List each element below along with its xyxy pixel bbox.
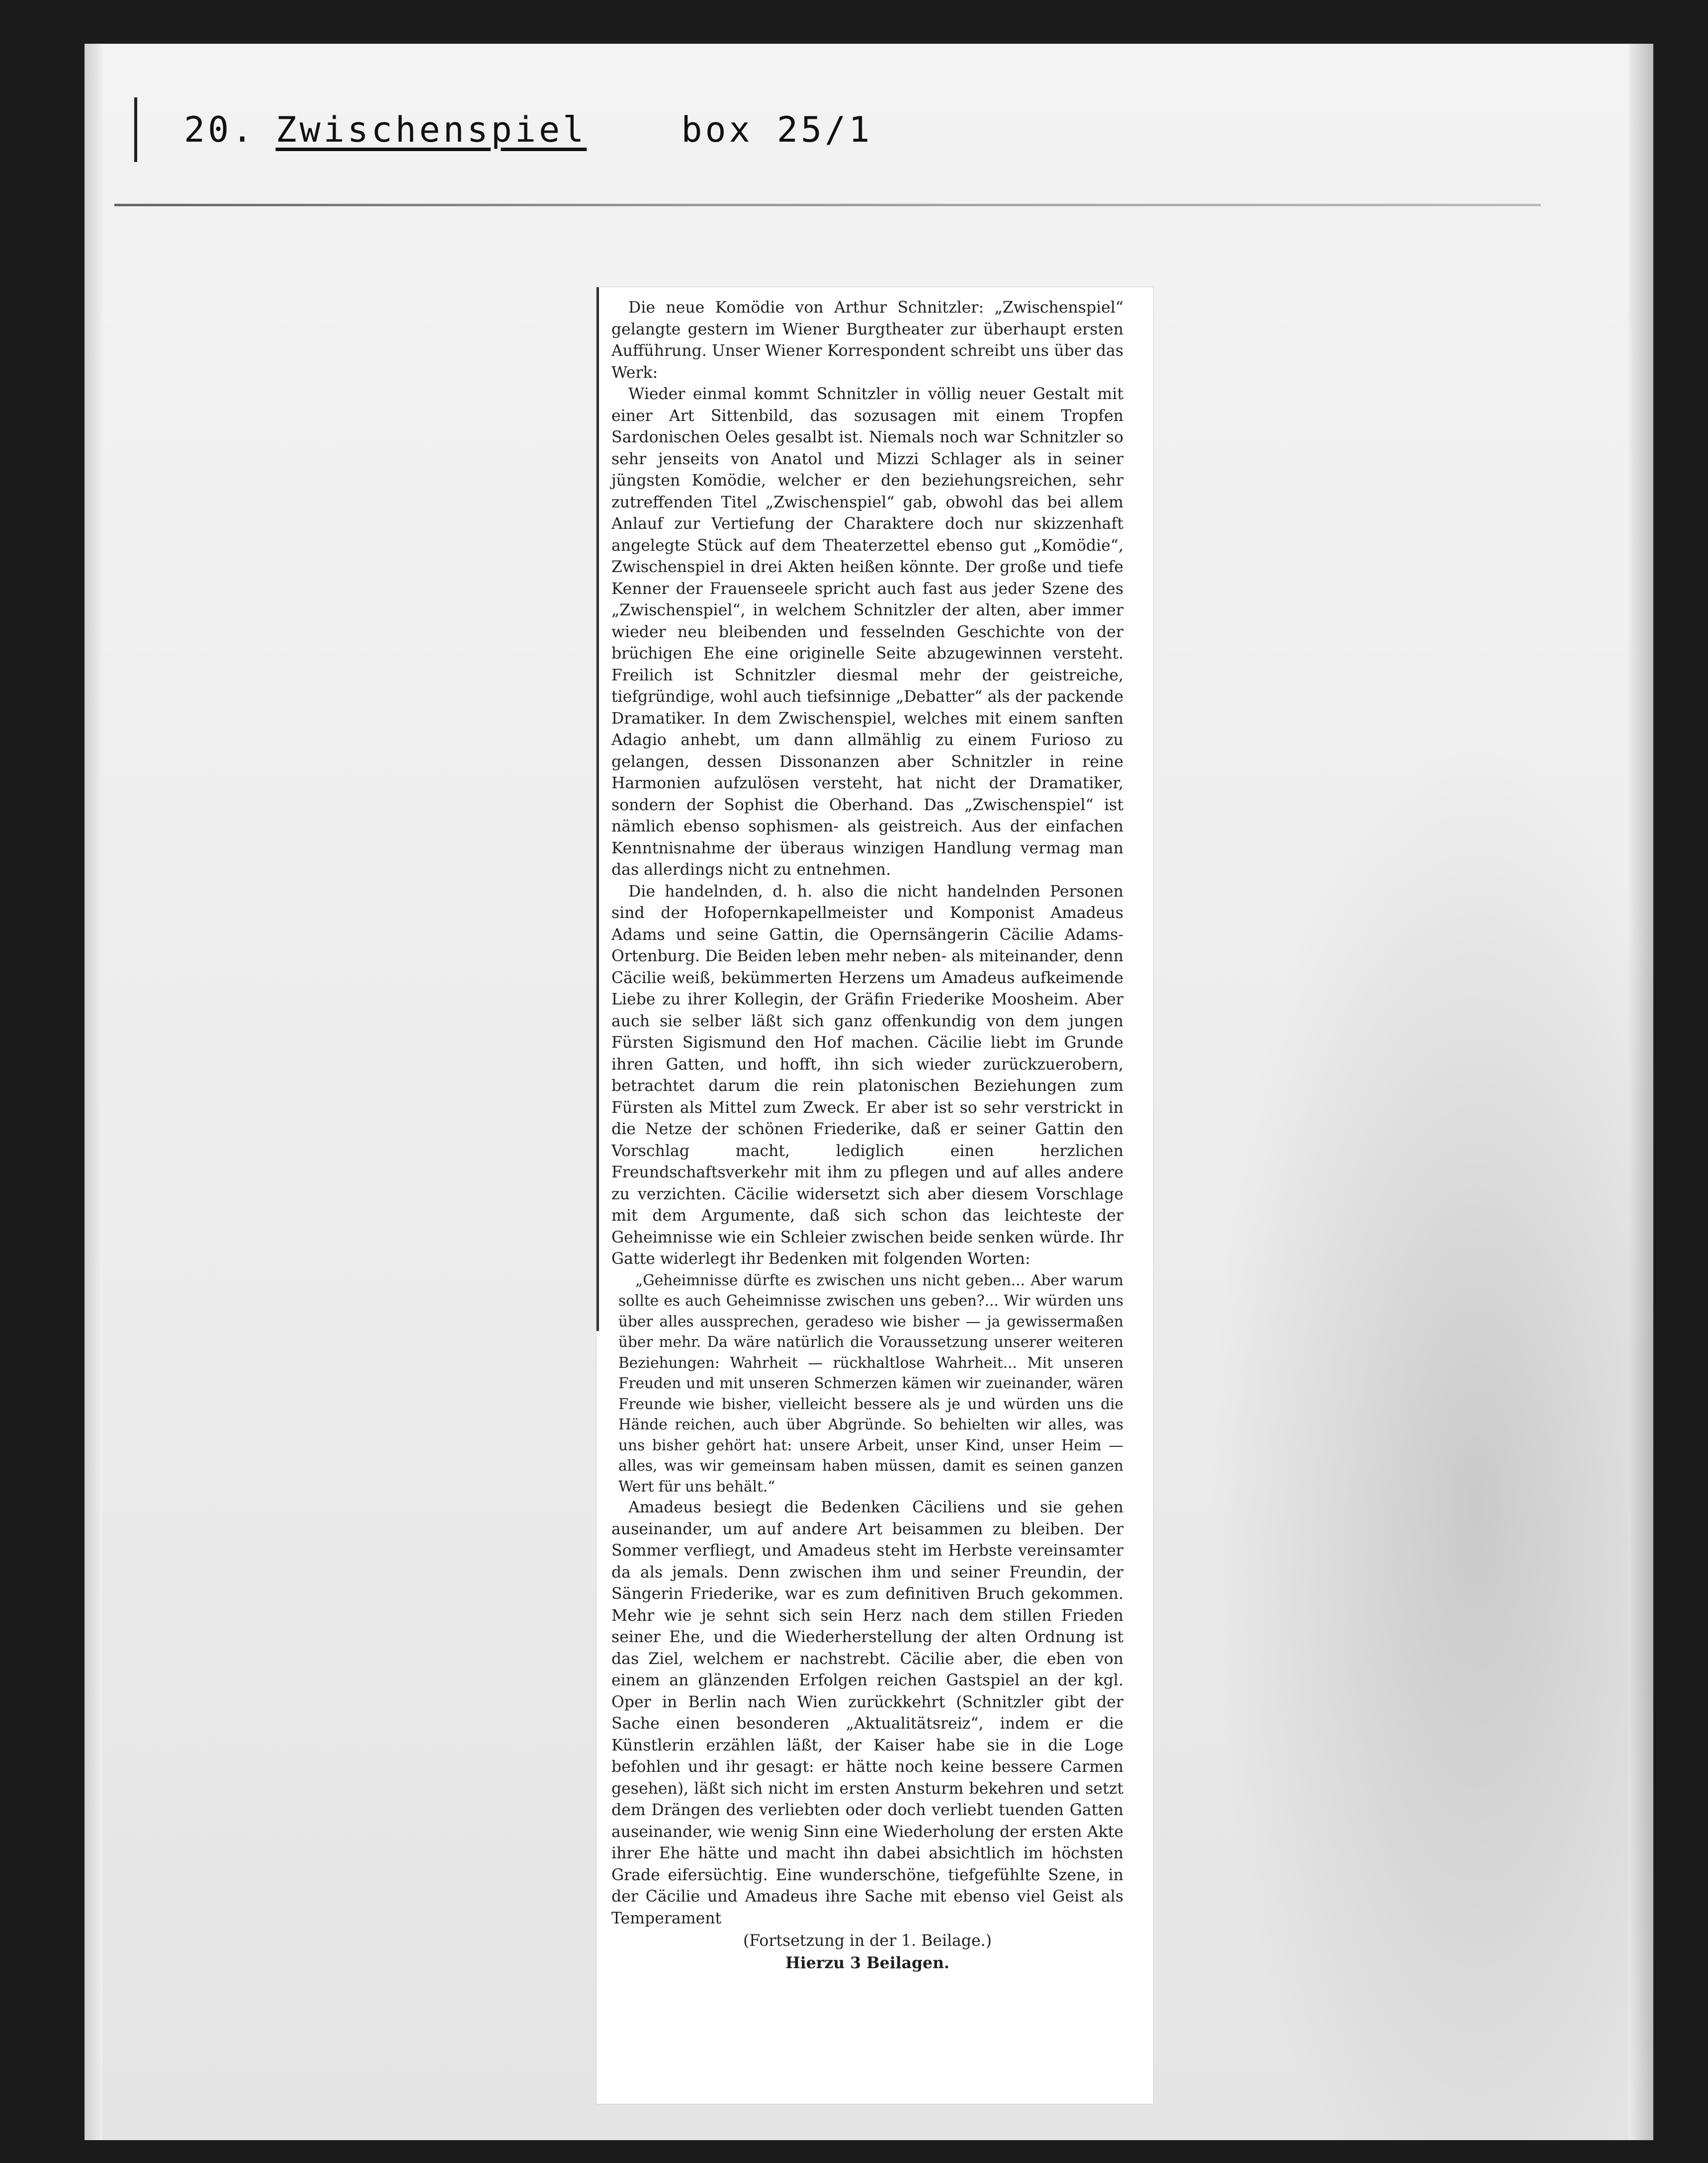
article-quote: „Geheimnisse dürfte es zwischen uns nicht geben... Aber warum sollte es auch Geheimnisse zwischen uns geben?... Wir würden uns über alles aussprechen, geradeso wie bisher — ja gewissermaßen über mehr. Da wäre natürlich die Voraussetzung unserer weiteren Beziehungen: Wahrheit — rückhaltlose Wahrheit... Mit unseren Freuden und mit unseren Schmerzen kämen wir zueinander, wären Freunde wie bisher, vielleicht bessere als je und würden uns die Hände reichen, auch über Abgründe. So behielten wir alles, was uns bisher gehört hat: unsere Arbeit, unser Kind, unser Heim — alles, was wir gemeinsam haben müssen, damit es seinen ganzen Wert für uns behält.“ — [618, 1271, 1123, 1495]
article-paragraph: Die neue Komödie von Arthur Schnitzler: „Zwischenspiel“ gelangte gestern im Wiener Burgtheater zur überhaupt ersten Aufführung. Unser Wiener Korrespondent schreibt uns über das Werk: — [611, 299, 1123, 382]
article-column — [611, 297, 1123, 1974]
header-title: Zwischenspiel — [275, 109, 587, 150]
header-rule — [114, 204, 1541, 206]
newspaper-clipping — [597, 287, 1153, 2104]
archive-header — [134, 97, 979, 162]
archive-page — [85, 44, 1653, 2140]
clipping-margin-rule — [597, 287, 599, 1331]
supplements-note: Hierzu 3 Beilagen. — [785, 1953, 949, 1972]
continuation-note: (Fortsetzung in der 1. Beilage.) — [743, 1932, 992, 1950]
header-bracket-mark — [134, 97, 137, 162]
article-paragraph: Die handelnden, d. h. also die nicht handelnden Personen sind der Hofopernkapellmeister und Komponist Amadeus Adams und seine Gattin, die Opernsängerin Cäcilie Adams-Ortenburg. Die Beiden leben mehr neben- als miteinander, denn Cäcilie weiß, bekümmerten Herzens um Amadeus aufkeimende Liebe zu ihrer Kollegin, der Gräfin Friederike Moosheim. Aber auch sie selber läßt sich ganz offenkundig von dem jungen Fürsten Sigismund den Hof machen. Cäcilie liebt im Grunde ihren Gatten, und hofft, ihn sich wieder zurückzuerobern, betrachtet darum die rein platonischen Beziehungen zum Fürsten als Mittel zum Zweck. Er aber ist so sehr verstrickt in die Netze der schönen Friederike, daß er seiner Gattin den Vorschlag macht, lediglich einen herzlichen Freundschaftsverkehr mit ihm zu pflegen und auf alles andere zu verzichten. Cäcilie widersetzt sich aber diesem Vorschlage mit dem Argumente, daß sich schon das leichteste der Geheimnisse wie ein Schleier zwischen beide senken würde. Ihr Gatte widerlegt ihr Bedenken mit folgenden Worten: — [611, 882, 1123, 1268]
article-paragraph: Amadeus besiegt die Bedenken Cäciliens und sie gehen auseinander, um auf andere Art beisammen zu bleiben. Der Sommer verfliegt, und Amadeus steht im Herbste vereinsamter da als jemals. Denn zwischen ihm und seiner Freundin, der Sängerin Friederike, war es zum definitiven Bruch gekommen. Mehr wie je sehnt sich sein Herz nach dem stillen Frieden seiner Ehe, und die Wiederherstellung der alten Ordnung ist das Ziel, welchem er nachstrebt. Cäcilie aber, die eben von einem an glänzenden Erfolgen reichen Gastspiel an der kgl. Oper in Berlin nach Wien zurückkehrt (Schnitzler gibt der Sache einen besonderen „Aktualitätsreiz“, indem er die Künstlerin erzählen läßt, der Kaiser habe sie in die Loge befohlen und ihr gesagt: er hätte noch keine bessere Carmen gesehen), läßt sich nicht im ersten Ansturm bekehren und setzt dem Drängen des verliebten oder doch verliebt tuenden Gatten auseinander, wie wenig Sinn eine Wiederholung der ersten Akte ihrer Ehe hätte und macht ihn dabei absichtlich im höchsten Grade eifersüchtig. Eine wunderschöne, tiefgefühlte Szene, in der Cäcilie und Amadeus ihre Sache mit ebenso viel Geist als Temperament — [611, 1498, 1123, 1927]
article-paragraph: Wieder einmal kommt Schnitzler in völlig neuer Gestalt mit einer Art Sittenbild, das sozusagen mit einem Tropfen Sardonischen Oeles gesalbt ist. Niemals noch war Schnitzler so sehr jenseits von Anatol und Mizzi Schlager als in seiner jüngsten Komödie, welcher er den beziehungsreichen, sehr zutreffenden Titel „Zwischenspiel“ gab, obwohl das bei allem Anlauf zur Vertiefung der Charaktere doch nur skizzenhaft angelegte Stück auf dem Theaterzettel ebenso gut „Komödie“, Zwischenspiel in drei Akten heißen könnte. Der große und tiefe Kenner der Frauenseele spricht auch fast aus jeder Szene des „Zwischenspiel“, in welchem Schnitzler der alten, aber immer wieder neu bleibenden und fesselnden Geschichte von der brüchigen Ehe eine originelle Seite abzugewinnen versteht. Freilich ist Schnitzler diesmal mehr der geistreiche, tiefgründige, wohl auch tiefsinnige „Debatter“ als der packende Dramatiker. In dem Zwischenspiel, welches mit einem sanften Adagio anhebt, um dann allmählig zu einem Furioso zu gelangen, dessen Dissonanzen aber Schnitzler in reine Harmonien aufzulösen versteht, hat nicht der Dramatiker, sondern der Sophist die Oberhand. Das „Zwischenspiel“ ist nämlich ebenso sophismen- als geistreich. Aus der einfachen Kenntnisnahme der überaus winzigen Handlung vermag man das allerdings nicht zu entnehmen. — [611, 385, 1123, 879]
header-number: 20. — [184, 109, 256, 150]
paper-stain — [1208, 740, 1653, 2140]
page-edge-left — [85, 44, 102, 2140]
header-box-label: box 25/1 — [681, 109, 873, 150]
